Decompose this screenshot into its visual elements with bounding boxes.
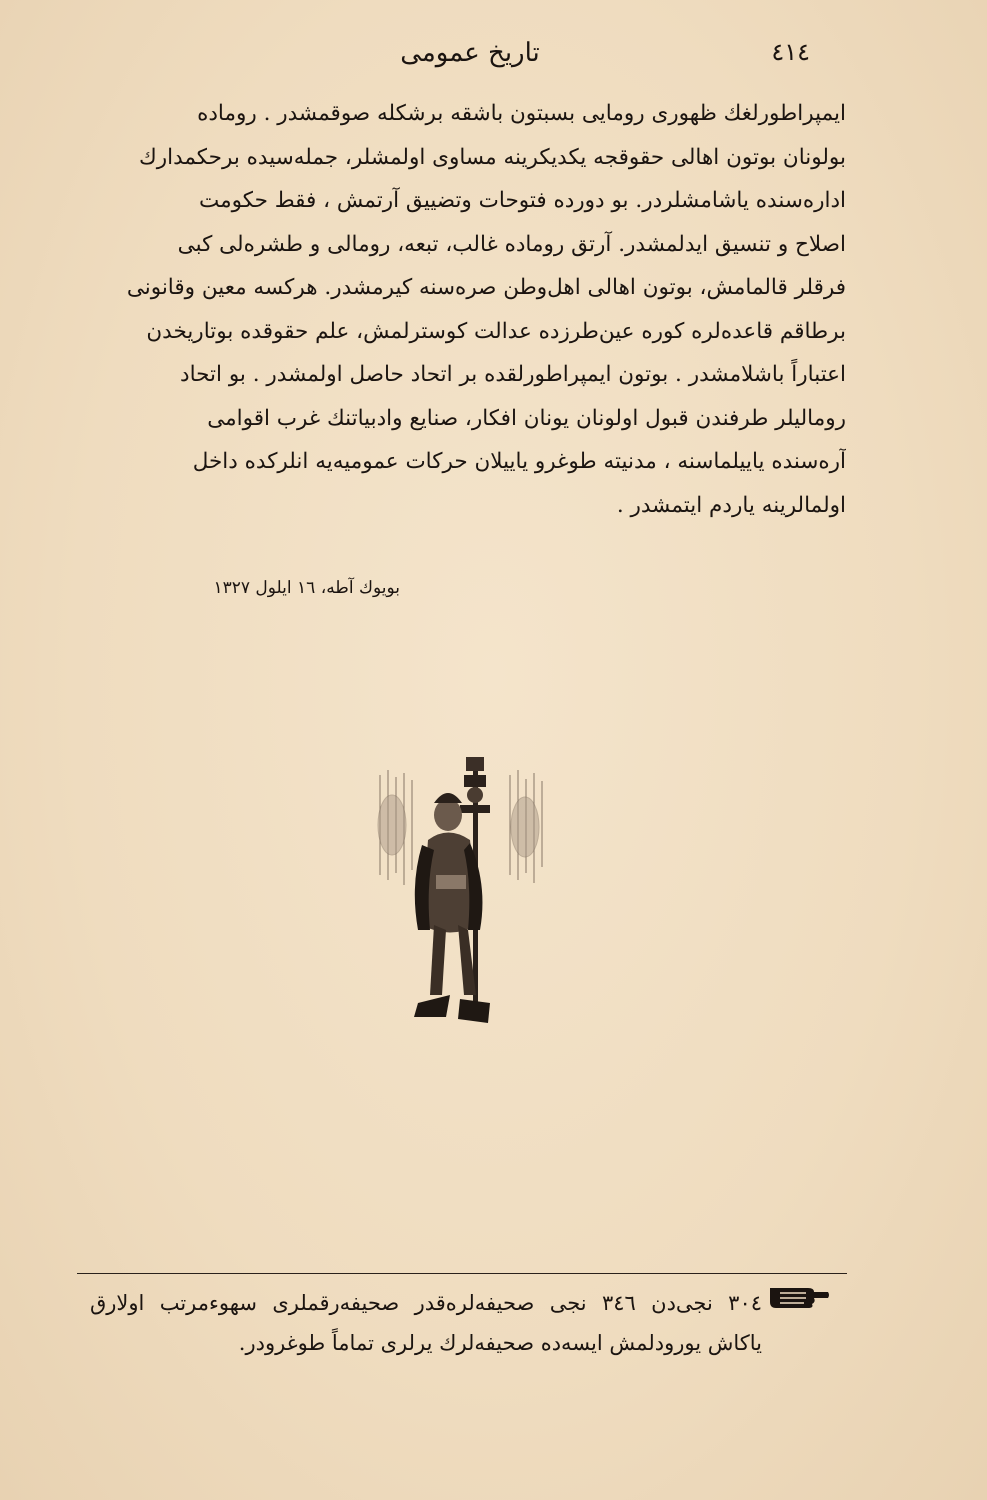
body-line: اداره‌سنده یاشامشلردر. بو دورده فتوحات وتضییق آرتمش ، فقط حکومت (198, 188, 846, 213)
page-header (80, 38, 840, 78)
running-title: تاریخ عمومی (400, 38, 540, 68)
body-line: اعتباراً باشلامشدر . بوتون ایمپراطورلقده بر اتحاد حاصل اولمشدر . بو اتحاد (180, 362, 846, 387)
footnote-line: ٣٠٤ نجی‌دن ٣٤٦ نجی صحیفه‌لره‌قدر صحیفه‌رقملری سهوءمرتب اولارق (90, 1291, 762, 1315)
soldier-figure (414, 793, 490, 1023)
body-line: برطاقم قاعده‌لره کوره عین‌طرزده عدالت کوسترلمش، علم حقوقده بوتاریخدن (146, 318, 846, 344)
pointing-hand-icon (768, 1282, 830, 1312)
body-line: آره‌سنده یاییلماسنه ، مدنیته طوغرو یاییلان حرکات عمومیه‌یه انلرکده داخل (192, 449, 846, 474)
body-line: اصلاح و تنسیق ایدلمشدر. آرتق روماده غالب، تبعه، رومالی و طشره‌لی کبی (177, 231, 846, 257)
body-line: بولونان بوتون اهالی حقوقجه یکدیکرینه مساوی اولمشلر، جمله‌سیده برحکمدارك (139, 144, 846, 170)
footnote (90, 1283, 762, 1363)
body-line: ایمپراطورلغك ظهوری رومایی بسبتون باشقه برشكله صوقمشدر . روماده (197, 101, 846, 126)
body-line: فرقلر قالمامش، بوتون اهالی اهل‌وطن صره‌سنه کیرمشدر. هرکسه معین وقانونی (126, 275, 846, 300)
footnote-line: یاکاش یورودلمش ایسه‌ده صحیفه‌لرك یرلری تماماً طوغرودر. (238, 1331, 762, 1355)
body-line: رومالیلر طرفندن قبول اولونان یونان افکار، صنایع وادبیاتنك غرب اقوامی (207, 405, 846, 431)
roman-standard-bearer-illustration (360, 755, 560, 1035)
body-line-last: اولمالرینه یاردم ایتمشدر . (616, 492, 846, 518)
page-number: ٤١٤ (771, 38, 810, 66)
body-text (76, 92, 846, 527)
footnote-divider (77, 1273, 847, 1274)
place-date-signature: بویوك آطه، ١٦ ایلول ١٣٢٧ (213, 578, 400, 598)
